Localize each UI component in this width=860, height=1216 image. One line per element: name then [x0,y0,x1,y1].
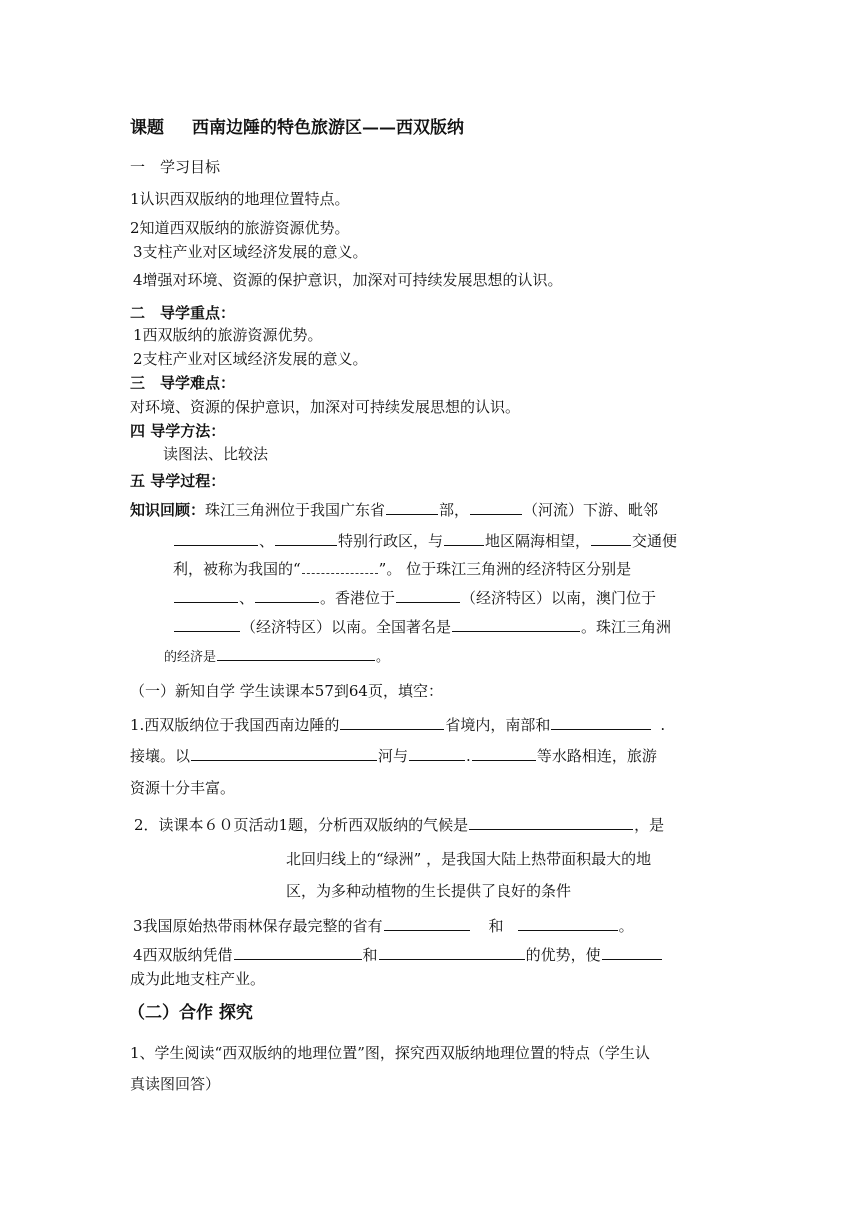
self-study-q2-line-3: 区，为多种动植物的生长提供了良好的条件 [286,882,572,900]
review-text: 、 [239,589,255,607]
blank-field[interactable] [174,617,240,632]
review-line-6 [164,648,389,668]
question-text: 2．读课本６０页活动1题，分析西双版纳的气候是 [134,816,469,834]
blank-field[interactable] [191,746,377,761]
blank-field[interactable] [255,588,319,603]
review-line-3 [173,559,631,579]
question-text: 河与 [378,747,409,765]
question-text: ，是 [634,816,665,834]
objective-item: 2知道西双版纳的旅游资源优势。 [130,219,350,237]
self-study-q4-line-1 [133,945,663,965]
objective-item: 1认识西双版纳的地理位置特点。 [130,190,350,208]
self-study-q3 [133,916,634,936]
question-text: 等水路相连，旅游 [536,747,657,765]
blank-field[interactable] [551,715,651,730]
question-text: 接壤。以 [130,747,191,765]
cooperation-heading: （二）合作 探究 [128,1003,253,1023]
blank-field[interactable] [217,648,375,661]
review-text: 。珠江三角洲 [581,618,672,636]
question-text: . [466,747,471,765]
blank-field[interactable] [452,617,580,632]
key-point-item: 2支柱产业对区域经济发展的意义。 [133,350,368,368]
review-text: 利，被称为我国的“ [173,560,301,578]
question-text: 4西双版纳凭借 [133,946,233,964]
blank-field[interactable] [444,531,484,546]
blank-field[interactable] [470,500,522,515]
self-study-q1-line-3: 资源十分丰富。 [130,779,236,797]
question-text: . [660,716,666,734]
self-study-q2-line-2: 北回归线上的“绿洲” ，是我国大陆上热带面积最大的地 [286,850,652,868]
lesson-label: 课题 [130,118,164,138]
methods-heading: 四 导学方法： [130,422,226,440]
blank-field[interactable] [386,500,438,515]
review-text: 部， [439,501,470,519]
review-text: 、 [259,532,275,550]
blank-field[interactable] [469,815,633,830]
key-point-item: 1西双版纳的旅游资源优势。 [133,326,323,344]
blank-field[interactable] [174,531,258,546]
blank-field[interactable] [396,588,460,603]
blank-field[interactable] [234,945,362,960]
review-text: （经济特区）以南。全国著名是 [241,618,452,636]
review-line-4 [173,588,656,608]
blank-field[interactable] [174,588,238,603]
review-label: 知识回顾： [130,501,206,519]
review-text: 珠江三角洲位于我国广东省 [205,501,386,519]
blank-field[interactable] [409,746,465,761]
self-study-q1-line-2 [130,746,657,766]
blank-field[interactable] [602,945,662,960]
review-text: 的经济是 [164,650,217,665]
blank-field[interactable] [384,916,470,931]
question-text: 。 [618,917,634,935]
objective-item: 3支柱产业对区域经济发展的意义。 [133,243,368,261]
difficulties-text: 对环境、资源的保护意识，加深对可持续发展思想的认识。 [130,398,521,416]
blank-field[interactable] [302,559,378,574]
blank-field[interactable] [379,945,525,960]
objective-item: 4增强对环境、资源的保护意识，加深对可持续发展思想的认识。 [133,271,563,289]
review-text: 。 [376,650,390,665]
review-line-2 [173,531,677,551]
review-text: ”。 位于珠江三角洲的经济特区分别是 [378,560,632,578]
self-study-heading: （一）新知自学 学生读课本57到64页，填空： [130,682,443,700]
methods-text: 读图法、比较法 [163,445,269,463]
blank-field[interactable] [472,746,536,761]
page-title-row [130,118,464,138]
question-text: 和 [488,917,504,935]
review-line-5 [173,617,671,637]
question-text: 3我国原始热带雨林保存最完整的省有 [133,917,383,935]
review-text: （河流）下游、毗邻 [523,501,659,519]
review-text: 特别行政区，与 [338,532,444,550]
question-text: 1.西双版纳位于我国西南边陲的 [130,716,340,734]
self-study-q4-line-2: 成为此地支柱产业。 [130,970,266,988]
question-text: 省境内，南部和 [445,716,551,734]
key-points-heading: 二 导学重点： [130,304,236,322]
objectives-heading: 一 学习目标 [130,158,221,176]
lesson-title: 西南边陲的特色旅游区——西双版纳 [192,118,464,138]
self-study-q2-line-1 [134,815,664,835]
question-text: 和 [362,946,378,964]
process-heading: 五 导学过程： [130,472,226,490]
blank-field[interactable] [275,531,337,546]
blank-field[interactable] [591,531,631,546]
cooperation-q1-line-1: 1、学生阅读“西双版纳的地理位置”图，探究西双版纳地理位置的特点（学生认 [130,1044,650,1062]
review-text: 。香港位于 [320,589,396,607]
self-study-q1-line-1 [130,715,665,735]
review-text: 交通便 [632,532,678,550]
question-text: 的优势，使 [525,946,601,964]
review-line-1 [130,500,658,520]
difficulties-heading: 三 导学难点： [130,374,236,392]
cooperation-q1-line-2: 真读图回答） [130,1075,221,1093]
blank-field[interactable] [340,715,444,730]
blank-field[interactable] [518,916,618,931]
review-text: （经济特区）以南，澳门位于 [461,589,657,607]
review-text: 地区隔海相望， [485,532,591,550]
